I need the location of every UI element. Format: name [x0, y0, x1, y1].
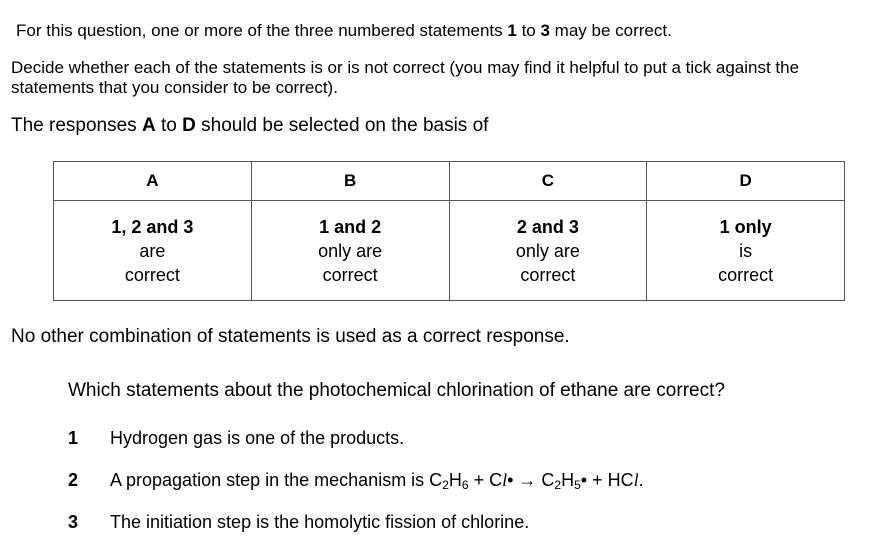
- key-cell-d-line-1: 1 only: [719, 216, 772, 237]
- response-key-table: [53, 161, 845, 301]
- key-body-row: [54, 201, 845, 301]
- key-cell-a-line-1: 1, 2 and 3: [111, 216, 194, 237]
- key-cell-d: [647, 201, 845, 301]
- key-cell-d-line-2: is: [739, 240, 753, 261]
- instruction-line-3: The responses A to D should be selected on the basis of: [11, 115, 489, 136]
- key-cell-b-line-1: 1 and 2: [319, 216, 382, 237]
- question-stem: Which statements about the photochemical chlorination of ethane are correct?: [68, 380, 725, 401]
- key-cell-c: [449, 201, 647, 301]
- key-header-d: D: [647, 162, 845, 201]
- key-cell-b-line-2: only are: [318, 240, 383, 261]
- statement-2-text: A propagation step in the mechanism is $C_2H_6$ + Cl• → $C_2H_5•$ + HCl.: [110, 470, 644, 492]
- statement-3-number: 3: [68, 512, 79, 532]
- key-cell-a-line-2: are: [139, 240, 166, 261]
- instruction-line-2: Decide whether each of the statements is or is not correct (you may find it helpful to put a tick against the statements that you consider to be correct).: [11, 58, 800, 97]
- key-header-a: A: [54, 162, 252, 201]
- key-header-row: [54, 162, 845, 201]
- statement-1-number: 1: [68, 428, 79, 448]
- key-header-c: C: [449, 162, 647, 201]
- key-header-b: B: [251, 162, 449, 201]
- key-cell-c-line-1: 2 and 3: [516, 216, 579, 237]
- statement-3-text: The initiation step is the homolytic fission of chlorine.: [110, 512, 530, 532]
- key-cell-b: [251, 201, 449, 301]
- key-cell-c-line-2: only are: [515, 240, 580, 261]
- combination-note: No other combination of statements is used as a correct response.: [11, 326, 570, 347]
- statement-2-number: 2: [68, 470, 79, 490]
- statement-1-text: Hydrogen gas is one of the products.: [110, 428, 405, 448]
- key-cell-c-line-3: correct: [520, 264, 576, 285]
- instruction-line-1: For this question, one or more of the three numbered statements 1 to 3 may be correct.: [16, 21, 672, 40]
- key-cell-d-line-3: correct: [718, 264, 774, 285]
- key-cell-b-line-3: correct: [322, 264, 378, 285]
- key-cell-a: [54, 201, 252, 301]
- key-cell-a-line-3: correct: [124, 264, 180, 285]
